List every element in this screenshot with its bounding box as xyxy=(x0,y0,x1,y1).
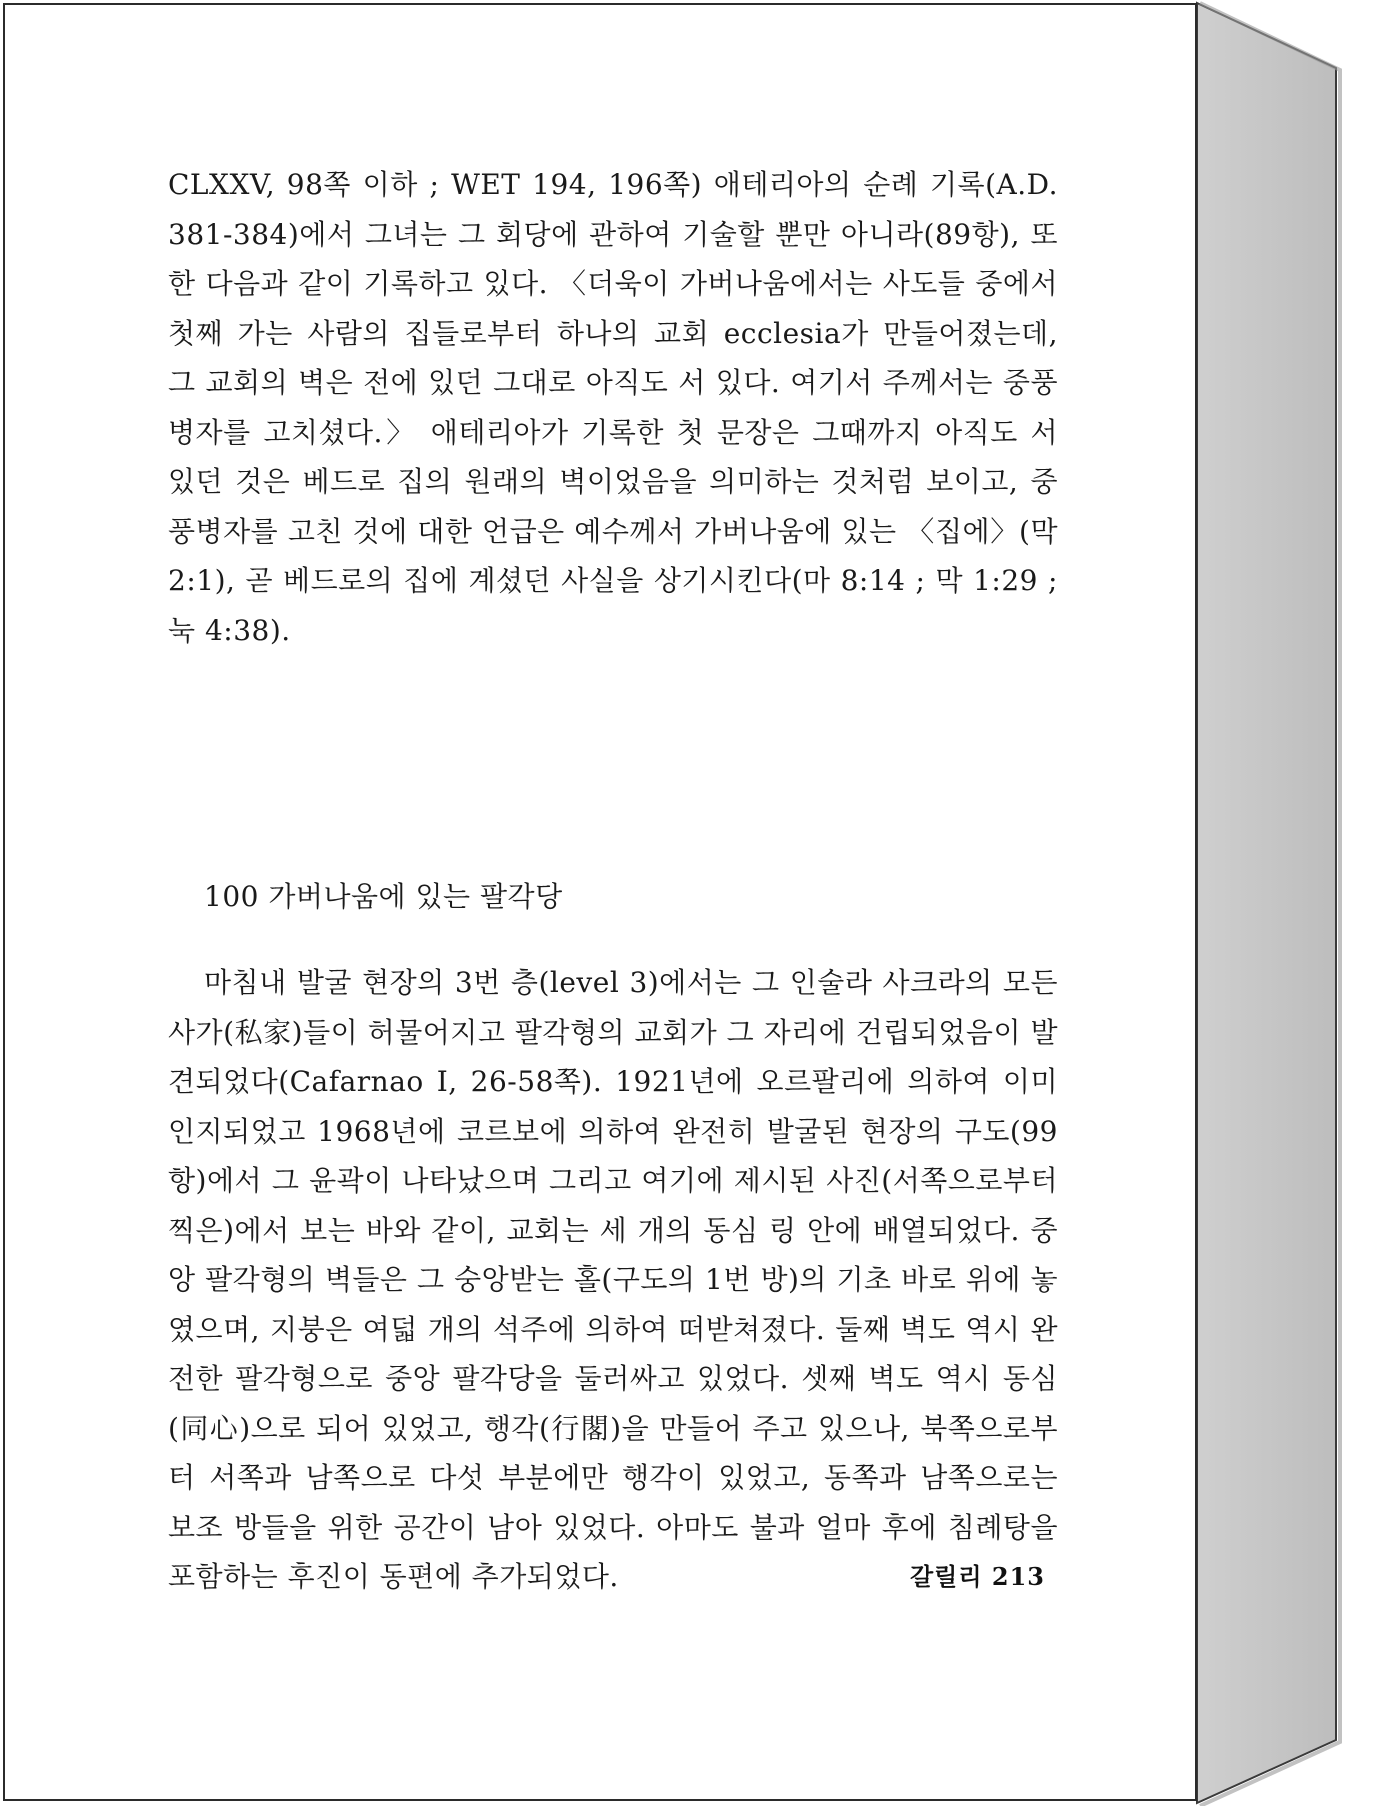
paragraph-section-100: 마침내 발굴 현장의 3번 층(level 3)에서는 그 인술라 사크라의 모든 사가(私家)들이 허물어지고 팔각형의 교회가 그 자리에 건립되었음이 발견되었다(Cafarnao I, 26-58쪽). 1921년에 오르팔리에 의하여 이미 인지되었고 1968년에 코르보에 의하여 완전히 발굴된 현장의 구도(99항)에서 그 윤곽이 나타났으며 그리고 여기에 제시된 사진(서쪽으로부터 찍은)에서 보는 바와 같이, 교회는 세 개의 동심 링 안에 배열되었다. 중앙 팔각형의 벽들은 그 숭앙받는 홀(구도의 1번 방)의 기초 바로 위에 놓였으며, 지붕은 여덟 개의 석주에 의하여 떠받쳐졌다. 둘째 벽도 역시 완전한 팔각형으로 중앙 팔각당을 둘러싸고 있었다. 셋째 벽도 역시 동심(同心)으로 되어 있었고, 행각(行閣)을 만들어 주고 있으나, 북쪽으로부터 서쪽과 남쪽으로 다섯 부분에만 행각이 있었고, 동쪽과 남쪽으로는 보조 방들을 위한 공간이 남아 있었다. 아마도 불과 얼마 후에 침례탕을 포함하는 후진이 동편에 추가되었다. xyxy=(168,966,1058,1593)
paragraph-continued: CLXXV, 98쪽 이하 ; WET 194, 196쪽) 애테리아의 순례 기록(A.D. 381-384)에서 그녀는 그 회당에 관하여 기술할 뿐만 아니라(89항), 또한 다음과 같이 기록하고 있다. 〈더욱이 가버나움에서는 사도들 중에서 첫째 가는 사람의 집들로부터 하나의 교회 ecclesia가 만들어졌는데, 그 교회의 벽은 전에 있던 그대로 아직도 서 있다. 여기서 주께서는 중풍병자를 고치셨다.〉 애테리아가 기록한 첫 문장은 그때까지 아직도 서 있던 것은 베드로 집의 원래의 벽이었음을 의미하는 것처럼 보이고, 중풍병자를 고친 것에 대한 언급은 예수께서 가버나움에 있는 〈집에〉(막 2:1), 곧 베드로의 집에 계셨던 사실을 상기시킨다(마 8:14 ; 막 1:29 ; 눅 4:38). xyxy=(168,168,1058,647)
section-heading: 100 가버나움에 있는 팔각당 xyxy=(204,880,563,913)
page-footer: 갈릴리 213 xyxy=(910,1562,1046,1591)
book-spine-face xyxy=(1197,3,1336,1803)
book-page xyxy=(3,3,1197,1801)
